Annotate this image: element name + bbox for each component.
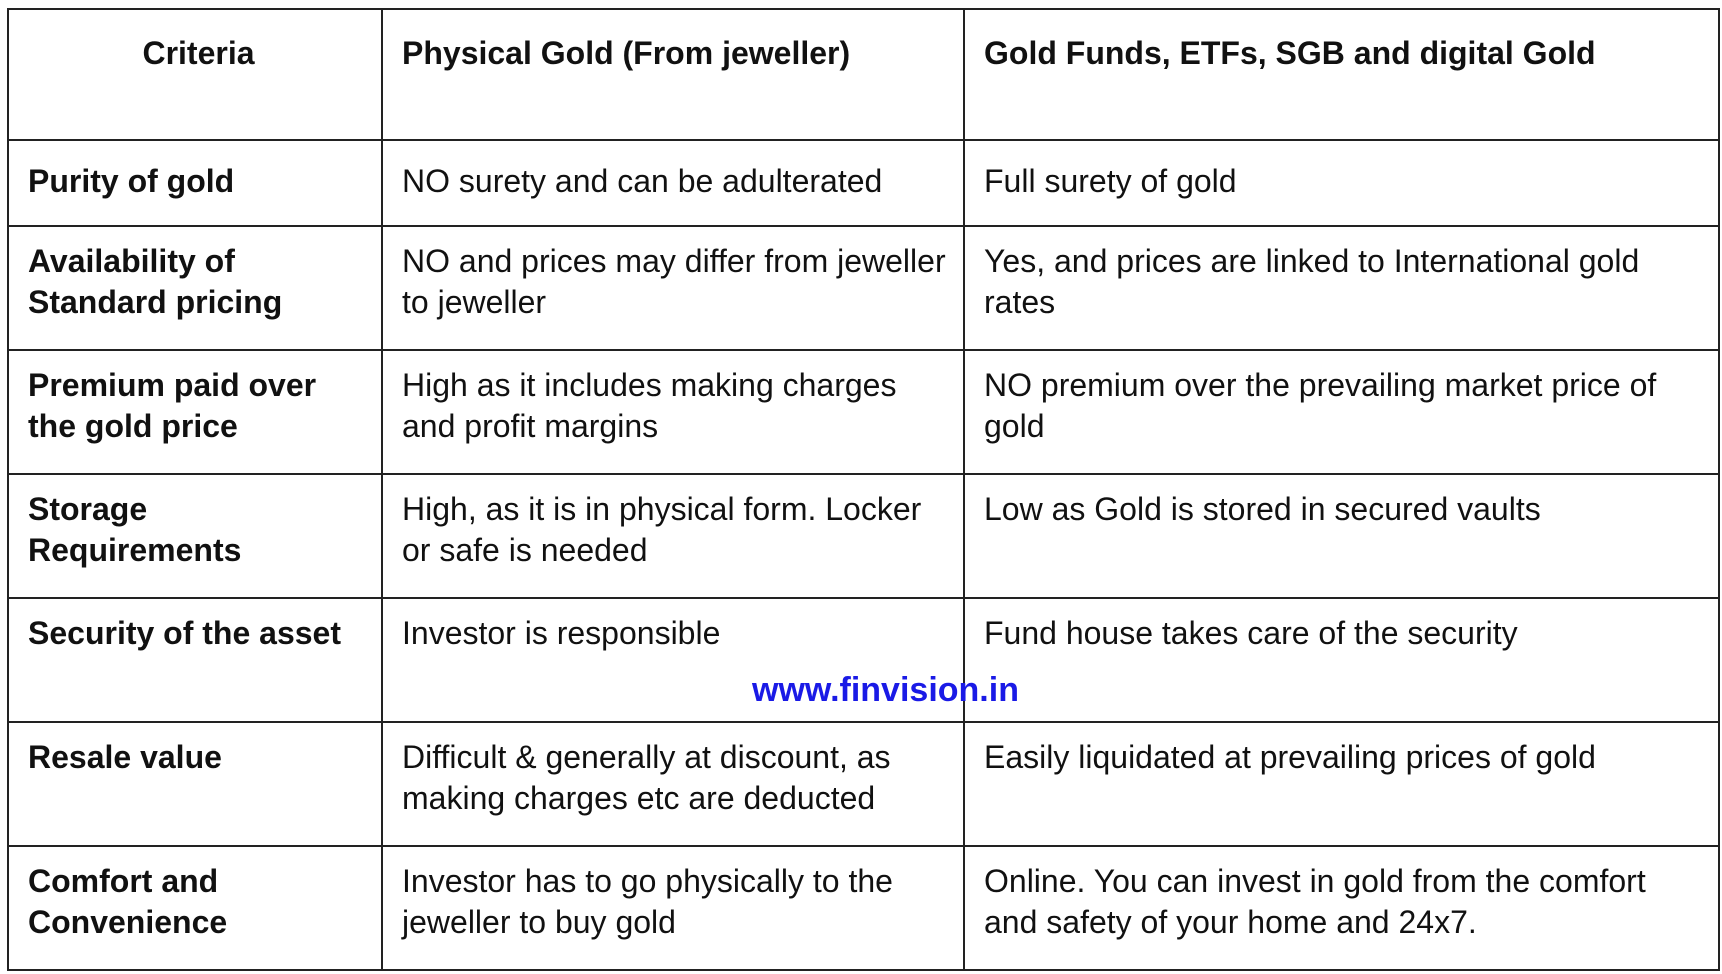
physical-gold-cell: NO and prices may differ from jeweller to jeweller [382,226,964,350]
header-row [8,9,1719,140]
gold-comparison-table [7,8,1720,971]
physical-gold-cell: Difficult & generally at discount, as making charges etc are deducted [382,722,964,846]
gold-funds-cell: NO premium over the prevailing market price of gold [964,350,1719,474]
criteria-cell: Comfort and Convenience [8,846,382,970]
physical-gold-cell: High as it includes making charges and profit margins [382,350,964,474]
gold-funds-cell: Yes, and prices are linked to International gold rates [964,226,1719,350]
table-row [8,140,1719,226]
gold-funds-cell: Easily liquidated at prevailing prices of gold [964,722,1719,846]
table-row [8,846,1719,970]
criteria-cell: Storage Requirements [8,474,382,598]
physical-gold-cell: Investor is responsible [382,598,964,722]
header-criteria: Criteria [8,9,382,140]
gold-funds-cell: Fund house takes care of the security [964,598,1719,722]
table-row [8,226,1719,350]
criteria-cell: Security of the asset [8,598,382,722]
table-row [8,474,1719,598]
comparison-table-container [7,8,1720,971]
table-header [8,9,1719,140]
gold-funds-cell: Low as Gold is stored in secured vaults [964,474,1719,598]
table-row [8,350,1719,474]
physical-gold-cell: Investor has to go physically to the jeweller to buy gold [382,846,964,970]
physical-gold-cell: NO surety and can be adulterated [382,140,964,226]
criteria-cell: Resale value [8,722,382,846]
criteria-cell: Premium paid over the gold price [8,350,382,474]
criteria-cell: Availability of Standard pricing [8,226,382,350]
physical-gold-cell: High, as it is in physical form. Locker or safe is needed [382,474,964,598]
header-gold-funds: Gold Funds, ETFs, SGB and digital Gold [964,9,1719,140]
criteria-cell: Purity of gold [8,140,382,226]
watermark-text: www.finvision.in [752,671,1019,709]
gold-funds-cell: Online. You can invest in gold from the comfort and safety of your home and 24x7. [964,846,1719,970]
gold-funds-cell: Full surety of gold [964,140,1719,226]
table-row [8,722,1719,846]
header-physical-gold: Physical Gold (From jeweller) [382,9,964,140]
table-body [8,140,1719,970]
